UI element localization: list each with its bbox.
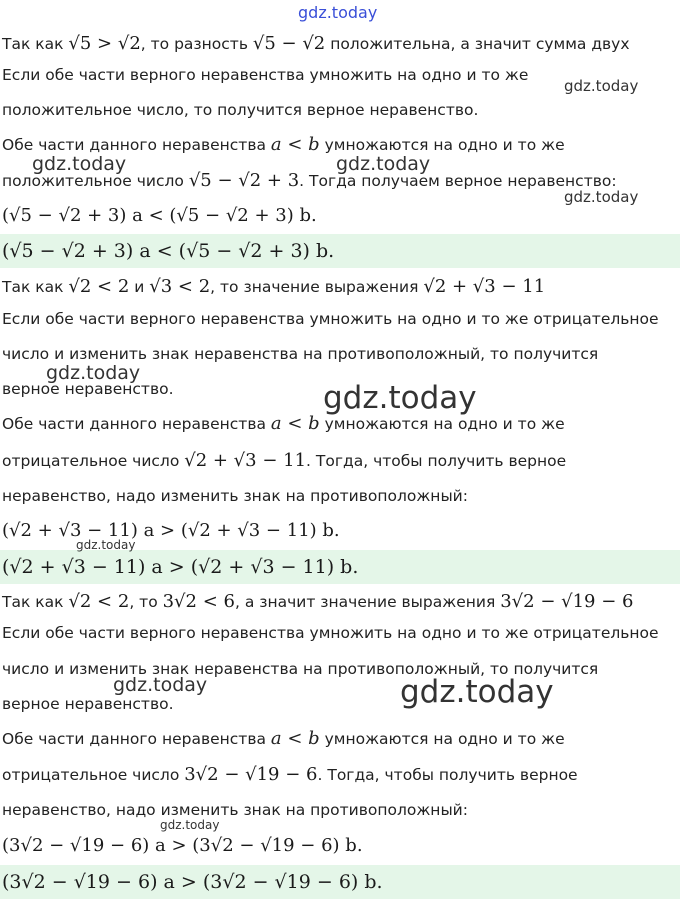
block2-line6 — [2, 450, 566, 472]
block2-line2: Если обе части верного неравенства умножить на одно и то же отрицательное — [2, 310, 659, 328]
text: умножаются на одно и то же — [319, 136, 565, 154]
text: Обе части данного неравенства — [2, 136, 271, 154]
math: √2 < 2 — [68, 591, 130, 612]
math: 3√2 − √19 − 6 — [500, 591, 634, 612]
text: Обе части данного неравенства — [2, 730, 271, 748]
watermark: gdz.today — [564, 188, 639, 206]
block3-equation: (3√2 − √19 − 6) a > (3√2 − √19 − 6) b. — [2, 835, 363, 856]
math: a < b — [270, 134, 320, 155]
block1-equation: (√5 − √2 + 3) a < (√5 − √2 + 3) b. — [2, 205, 317, 226]
block2-answer: (√2 + √3 − 11) a > (√2 + √3 − 11) b. — [2, 556, 359, 578]
text: положительное число — [2, 172, 189, 190]
math: √2 + √3 − 11 — [184, 450, 307, 471]
text: . Тогда получаем верное неравенство: — [299, 172, 617, 190]
math: 3√2 − √19 − 6 — [184, 764, 318, 785]
block2-line1 — [2, 276, 545, 298]
block2-line5 — [2, 413, 565, 435]
text: Так как — [2, 593, 69, 611]
math: a < b — [270, 728, 320, 749]
watermark: gdz.today — [564, 77, 639, 95]
text: умножаются на одно и то же — [319, 415, 565, 433]
block1-line1 — [2, 33, 630, 55]
text: и — [129, 278, 150, 296]
watermark-small: gdz.today — [76, 538, 136, 552]
text: , то значение выражения — [210, 278, 424, 296]
text: Так как — [2, 278, 69, 296]
math: a < b — [270, 413, 320, 434]
text: , то — [129, 593, 163, 611]
text: . Тогда, чтобы получить верное — [317, 766, 578, 784]
block2-line4: верное неравенство. — [2, 380, 174, 398]
math: √5 > √2 — [68, 33, 141, 54]
block3-line7: неравенство, надо изменить знак на противоположный: — [2, 801, 468, 819]
block1-answer: (√5 − √2 + 3) a < (√5 − √2 + 3) b. — [2, 240, 335, 262]
block3-line3: число и изменить знак неравенства на противоположный, то получится — [2, 660, 599, 678]
watermark: gdz.today — [113, 674, 208, 696]
text: умножаются на одно и то же — [319, 730, 565, 748]
watermark-small: gdz.today — [160, 818, 220, 832]
math: √3 < 2 — [149, 276, 211, 297]
math: √5 − √2 + 3 — [188, 170, 300, 191]
math: √2 + √3 − 11 — [423, 276, 546, 297]
text: , то разность — [140, 35, 253, 53]
math: √5 − √2 — [252, 33, 326, 54]
block3-answer: (3√2 − √19 − 6) a > (3√2 − √19 − 6) b. — [2, 871, 383, 893]
watermark-large: gdz.today — [323, 380, 477, 416]
text: отрицательное число — [2, 452, 185, 470]
block3-line4: верное неравенство. — [2, 695, 174, 713]
math: 3√2 < 6 — [162, 591, 235, 612]
watermark-top: gdz.today — [298, 3, 378, 22]
text: положительна, а значит сумма двух — [325, 35, 630, 53]
block3-line1 — [2, 591, 633, 613]
text: отрицательное число — [2, 766, 185, 784]
watermark-large: gdz.today — [400, 674, 554, 710]
block3-line2: Если обе части верного неравенства умножить на одно и то же отрицательное — [2, 624, 659, 642]
text: . Тогда, чтобы получить верное — [306, 452, 567, 470]
block2-equation: (√2 + √3 − 11) a > (√2 + √3 − 11) b. — [2, 520, 340, 541]
text: Обе части данного неравенства — [2, 415, 271, 433]
watermark: gdz.today — [46, 362, 141, 384]
block1-line2: Если обе части верного неравенства умножить на одно и то же — [2, 66, 529, 84]
block1-line3: положительное число, то получится верное неравенство. — [2, 101, 479, 119]
watermark: gdz.today — [32, 153, 127, 175]
watermark: gdz.today — [336, 153, 431, 175]
text: , а значит значение выражения — [234, 593, 501, 611]
text: Так как — [2, 35, 69, 53]
math: √2 < 2 — [68, 276, 130, 297]
block3-line5 — [2, 728, 565, 750]
block3-line6 — [2, 764, 578, 786]
block2-line3: число и изменить знак неравенства на противоположный, то получится — [2, 345, 599, 363]
block2-line7: неравенство, надо изменить знак на противоположный: — [2, 487, 468, 505]
